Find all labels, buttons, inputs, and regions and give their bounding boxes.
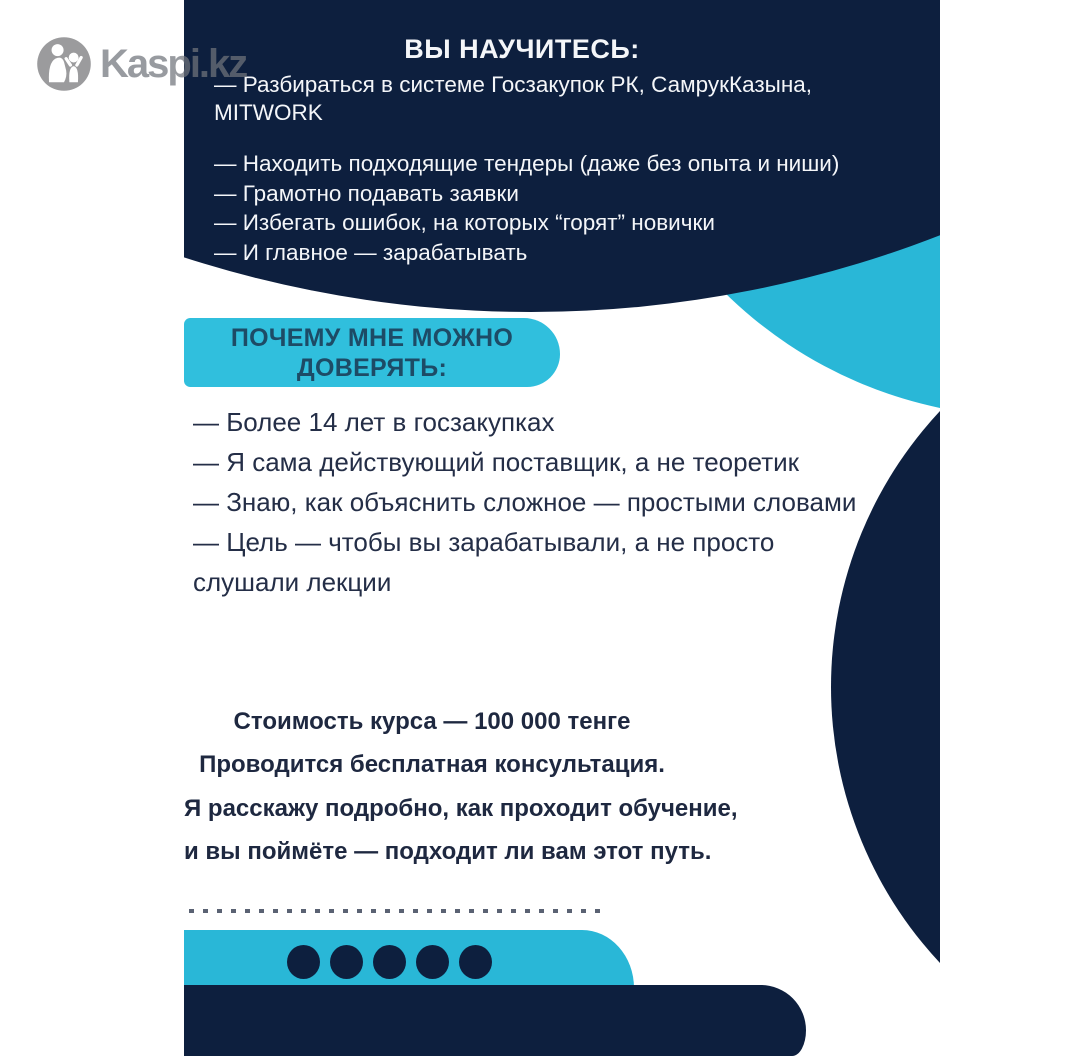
trust-badge-line: ДОВЕРЯТЬ: <box>296 353 448 382</box>
trust-line: — Я сама действующий поставщик, а не теоретик <box>193 447 799 477</box>
footer-navy-bar <box>184 985 806 1056</box>
decor-dashed-line <box>189 909 609 913</box>
learn-line: — Разбираться в системе Госзакупок РК, СамрукКазына, <box>214 72 813 97</box>
learn-line: — Грамотно подавать заявки <box>214 180 519 206</box>
learn-line: MITWORK <box>214 100 323 125</box>
footer-dot <box>330 945 363 979</box>
trust-badge-line: ПОЧЕМУ МНЕ МОЖНО <box>230 323 514 352</box>
trust-section-badge <box>184 318 560 387</box>
trust-bullets <box>193 402 856 602</box>
pricing-line: Стоимость курса — 100 000 тенге <box>233 708 631 735</box>
learn-line: — Избегать ошибок, на которых “горят” новички <box>214 210 715 235</box>
learn-bullets-group2 <box>214 149 839 267</box>
footer-dot <box>373 945 406 979</box>
footer-dots <box>287 945 492 979</box>
kaspi-logo-icon <box>34 34 94 94</box>
footer-dot <box>459 945 492 979</box>
footer-dot <box>287 945 320 979</box>
trust-line: слушали лекции <box>193 567 392 597</box>
pricing-block <box>184 700 738 873</box>
learn-line: — И главное — зарабатывать <box>214 239 528 265</box>
pricing-line: и вы поймёте — подходит ли вам этот путь. <box>184 837 712 865</box>
course-poster <box>184 0 940 1056</box>
pricing-line: Я расскажу подробно, как проходит обучение, <box>184 794 738 822</box>
footer-dot <box>416 945 449 979</box>
learn-line: — Находить подходящие тендеры (даже без опыта и ниши) <box>214 151 840 176</box>
trust-line: — Цель — чтобы вы зарабатывали, а не просто <box>193 527 775 557</box>
trust-line: — Более 14 лет в госзакупках <box>193 407 555 437</box>
learn-bullets-group1 <box>214 71 812 127</box>
pricing-line: Проводится бесплатная консультация. <box>199 751 665 779</box>
trust-line: — Знаю, как объяснить сложное — простыми словами <box>193 487 857 517</box>
kaspi-brand-text: Kaspi.kz <box>100 42 247 86</box>
learn-section-title: ВЫ НАУЧИТЕСЬ: <box>404 34 640 64</box>
